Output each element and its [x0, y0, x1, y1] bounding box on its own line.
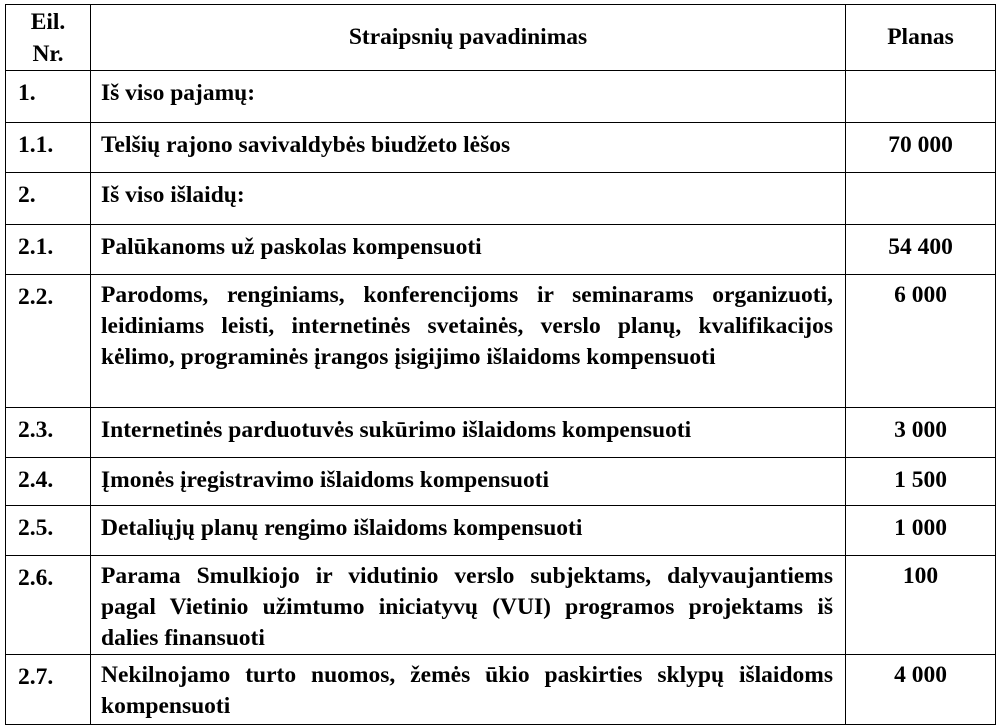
table-row: [6, 408, 996, 458]
row-plan: [846, 173, 996, 225]
row-number: 1.: [6, 71, 91, 123]
table-row: [6, 458, 996, 506]
table-header-row: [6, 5, 996, 71]
row-number: 2.6.: [6, 556, 91, 655]
table-row: [6, 655, 996, 725]
row-name: Detaliųjų planų rengimo išlaidoms kompensuoti: [91, 506, 846, 556]
row-name: Parama Smulkiojo ir vidutinio verslo subjektams, dalyvaujantiems pagal Vietinio užimtumo iniciatyvų (VUI) programos projektams iš dalies finansuoti: [91, 556, 846, 655]
header-number-line1: Eil.: [30, 8, 66, 35]
row-plan: 3 000: [846, 408, 996, 458]
row-name: Internetinės parduotuvės sukūrimo išlaidoms kompensuoti: [91, 408, 846, 458]
table-row: [6, 225, 996, 275]
row-plan: 4 000: [846, 655, 996, 725]
row-plan: 70 000: [846, 123, 996, 173]
row-plan: 6 000: [846, 275, 996, 408]
row-name: Palūkanoms už paskolas kompensuoti: [91, 225, 846, 275]
row-number: 2.4.: [6, 458, 91, 506]
row-plan: 1 000: [846, 506, 996, 556]
row-name: Įmonės įregistravimo išlaidoms kompensuoti: [91, 458, 846, 506]
header-name-cell: Straipsnių pavadinimas: [91, 5, 846, 71]
row-name: Nekilnojamo turto nuomos, žemės ūkio paskirties sklypų išlaidoms kompensuoti: [91, 655, 846, 725]
table-row: [6, 173, 996, 225]
header-number-line2: Nr.: [32, 40, 64, 67]
table-row: [6, 71, 996, 123]
table-row: [6, 556, 996, 655]
row-name: Iš viso pajamų:: [91, 71, 846, 123]
row-number: 2.7.: [6, 655, 91, 725]
table-row: [6, 506, 996, 556]
row-plan: 100: [846, 556, 996, 655]
row-number: 2.2.: [6, 275, 91, 408]
row-name: Iš viso išlaidų:: [91, 173, 846, 225]
table-row: [6, 275, 996, 408]
row-number: 1.1.: [6, 123, 91, 173]
header-plan-cell: Planas: [846, 5, 996, 71]
header-number-cell: [6, 5, 91, 71]
row-number: 2.: [6, 173, 91, 225]
table-row: [6, 123, 996, 173]
row-plan: 54 400: [846, 225, 996, 275]
row-name: Parodoms, renginiams, konferencijoms ir seminarams organizuoti, leidiniams leisti, internetinės svetainės, verslo planų, kvalifikacijos kėlimo, programinės įrangos įsigijimo išlaidoms kompensuoti: [91, 275, 846, 408]
row-plan: 1 500: [846, 458, 996, 506]
row-number: 2.5.: [6, 506, 91, 556]
row-number: 2.3.: [6, 408, 91, 458]
budget-plan-table: [5, 4, 996, 725]
row-plan: [846, 71, 996, 123]
row-number: 2.1.: [6, 225, 91, 275]
row-name: Telšių rajono savivaldybės biudžeto lėšos: [91, 123, 846, 173]
